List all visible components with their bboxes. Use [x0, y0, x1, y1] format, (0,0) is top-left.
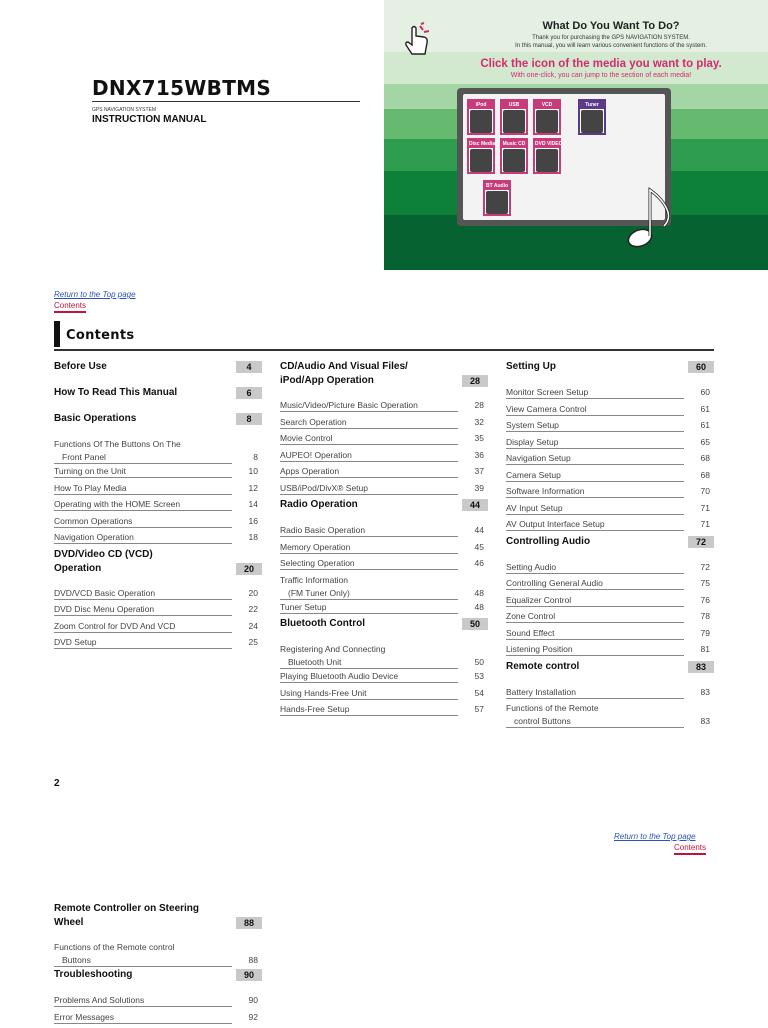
toc-page-number: 50 [474, 657, 484, 667]
toc-page-number: 16 [248, 515, 258, 526]
toc-item-title: Operating with the HOME Screen [54, 498, 232, 511]
toc-item-title: Equalizer Control [506, 594, 684, 607]
toc-item[interactable] [506, 594, 714, 607]
toc-page-number: 65 [700, 436, 710, 447]
toc-item-title: AUPEO! Operation [280, 449, 458, 462]
toc-page-number: 36 [474, 449, 484, 460]
toc-item-title: Battery Installation [506, 686, 684, 699]
toc-item-title-cont: control Buttons [506, 715, 684, 728]
toc-item-title: Movie Control [280, 432, 458, 445]
toc-page-number: 57 [474, 704, 484, 714]
toc-item-title: Software Information [506, 485, 684, 498]
toc-item[interactable] [280, 465, 488, 478]
toc-item[interactable] [280, 432, 488, 445]
toc-page-badge: 28 [462, 375, 488, 387]
toc-page-number: 54 [474, 687, 484, 698]
toc-page-number: 90 [248, 995, 258, 1005]
toc-section-title-cont: Wheel [54, 917, 84, 928]
toc-item-title: Problems And Solutions [54, 994, 232, 1007]
toc-page-badge: 44 [462, 499, 488, 511]
toc-item[interactable] [280, 687, 488, 700]
disc-icon [503, 149, 525, 172]
toc-item-title: Common Operations [54, 515, 232, 528]
toc-page-number: 88 [248, 955, 258, 965]
toc-page-number: 20 [248, 587, 258, 598]
toc-page-badge: 4 [236, 361, 262, 373]
toc-section-title: Remote control [506, 660, 580, 672]
toc-item-title-cont: Bluetooth Unit [280, 656, 458, 669]
toc-item[interactable] [280, 557, 488, 570]
disc-icon [536, 149, 558, 172]
toc-item[interactable] [54, 636, 262, 649]
toc-page-number: 83 [700, 686, 710, 697]
toc-page-number: 78 [700, 611, 710, 621]
toc-section[interactable] [280, 498, 488, 512]
media-ipod-button[interactable]: iPod [467, 99, 495, 135]
toc-item[interactable] [506, 419, 714, 432]
toc-item-title: Navigation Operation [54, 531, 232, 544]
toc-item-title-cont: Front Panel [54, 451, 232, 464]
toc-item-title: Hands-Free Setup [280, 703, 458, 716]
toc-section-title-cont: iPod/App Operation [280, 375, 374, 386]
toc-item-title-cont: (FM Tuner Only) [280, 587, 458, 600]
toc-item-title: Sound Effect [506, 627, 684, 640]
toc-item[interactable] [506, 485, 714, 498]
toc-page-number: 68 [700, 453, 710, 463]
banner-subtitle-1: Thank you for purchasing the GPS NAVIGATION SYSTEM. [532, 35, 690, 41]
media-banner [384, 0, 768, 270]
toc-page-number: 48 [474, 587, 484, 598]
toc-item-title: Playing Bluetooth Audio Device [280, 670, 458, 683]
click-media-title: Click the icon of the media you want to play. [480, 58, 722, 70]
toc-item[interactable] [54, 587, 262, 600]
toc-page-number: 61 [700, 403, 710, 414]
toc-item[interactable] [506, 436, 714, 449]
toc-page-number: 35 [474, 433, 484, 443]
toc-section[interactable] [54, 360, 262, 374]
media-music-cd-button[interactable]: Music CD [500, 138, 528, 174]
contents-link[interactable]: Contents [54, 301, 86, 313]
toc-item[interactable] [280, 601, 488, 614]
toc-item-title: Camera Setup [506, 469, 684, 482]
toc-section[interactable] [506, 535, 714, 549]
toc-page-number: 76 [700, 594, 710, 605]
toc-section[interactable] [54, 548, 262, 576]
toc-item[interactable] [506, 610, 714, 623]
toc-section-title: Setting Up [506, 361, 556, 372]
toc-page-badge: 6 [236, 387, 262, 399]
toc-item-title: Apps Operation [280, 465, 458, 478]
toc-item[interactable] [54, 1011, 262, 1024]
toc-page-number: 92 [248, 1011, 258, 1022]
toc-section[interactable] [506, 360, 714, 374]
toc-page-badge: 60 [688, 361, 714, 373]
toc-section-title: DVD/Video CD (VCD) [54, 548, 153, 560]
toc-item-title: Functions of the Remote [506, 703, 599, 713]
toc-item-title: DVD Disc Menu Operation [54, 603, 232, 616]
toc-item-title: Navigation Setup [506, 452, 684, 465]
toc-section[interactable] [54, 902, 262, 930]
title-divider [92, 101, 360, 102]
media-vcd-button[interactable]: VCD [533, 99, 561, 135]
toc-item[interactable] [506, 452, 714, 465]
toc-page-number: 45 [474, 541, 484, 552]
toc-item-title: DVD/VCD Basic Operation [54, 587, 232, 600]
toc-item-title: Controlling General Audio [506, 577, 684, 590]
toc-item[interactable] [54, 941, 262, 967]
toc-section-title: Radio Operation [280, 499, 358, 510]
toc-section-title: Basic Operations [54, 413, 137, 424]
media-disc-button[interactable]: Disc Media [467, 138, 495, 174]
toc-section-title-cont: Operation [54, 562, 102, 574]
toc-page-number: 28 [474, 400, 484, 410]
click-media-subtitle: With one-click, you can jump to the section of each media! [510, 72, 692, 79]
toc-page-number: 70 [700, 486, 710, 496]
toc-item[interactable] [54, 498, 262, 511]
return-top-link[interactable]: Return to the Top page [614, 832, 696, 841]
toc-item[interactable] [506, 643, 714, 656]
toc-page-number: 22 [248, 604, 258, 614]
toc-page-badge: 83 [688, 661, 714, 673]
toc-item[interactable] [506, 386, 714, 399]
toc-item[interactable] [280, 643, 488, 669]
toc-page-badge: 88 [236, 917, 262, 929]
toc-item[interactable] [280, 574, 488, 600]
gps-system-label: GPS NAVIGATION SYSTEM [92, 107, 156, 113]
toc-item-title: DVD Setup [54, 636, 232, 649]
toc-item[interactable] [280, 482, 488, 495]
toc-section[interactable] [54, 386, 262, 400]
toc-page-number: 32 [474, 416, 484, 427]
toc-page-badge: 72 [688, 536, 714, 548]
what-to-do-title: What Do You Want To Do? [542, 20, 680, 32]
media-dvd-video-button[interactable]: DVD VIDEO [533, 138, 561, 174]
toc-item[interactable] [506, 577, 714, 590]
toc-section-title: CD/Audio And Visual Files/ [280, 361, 408, 372]
toc-section-title: How To Read This Manual [54, 387, 178, 398]
toc-page-number: 8 [253, 452, 258, 462]
toc-item-title: System Setup [506, 419, 684, 432]
toc-item[interactable] [506, 627, 714, 640]
toc-item[interactable] [54, 994, 262, 1007]
toc-item-title: AV Input Setup [506, 502, 684, 515]
toc-item-title: Turning on the Unit [54, 465, 232, 478]
toc-section[interactable] [280, 617, 488, 631]
toc-item[interactable] [506, 403, 714, 416]
toc-section-title: Remote Controller on Steering [54, 903, 200, 914]
toc-page-number: 37 [474, 466, 484, 476]
manual-label: INSTRUCTION MANUAL [92, 114, 207, 125]
toc-section-title: Controlling Audio [506, 535, 591, 547]
antenna-icon [581, 110, 603, 133]
toc-page-number: 48 [474, 601, 484, 612]
toc-item[interactable] [280, 399, 488, 412]
toc-item[interactable] [506, 561, 714, 574]
heading-marker [54, 321, 60, 347]
contents-link[interactable]: Contents [674, 843, 706, 855]
contents-divider [54, 349, 714, 351]
toc-item-title: Search Operation [280, 416, 458, 429]
page-number: 2 [54, 778, 60, 789]
toc-item-title: Setting Audio [506, 561, 684, 574]
toc-page-number: 18 [248, 532, 258, 542]
toc-item[interactable] [280, 703, 488, 716]
toc-item[interactable] [54, 603, 262, 616]
toc-section-title: Before Use [54, 361, 107, 372]
toc-page-number: 71 [700, 519, 710, 529]
toc-item[interactable] [280, 524, 488, 537]
toc-item-title: Music/Video/Picture Basic Operation [280, 399, 458, 412]
toc-page-badge: 20 [236, 563, 262, 575]
toc-page-number: 24 [248, 620, 258, 631]
toc-item[interactable] [506, 502, 714, 515]
usb-icon [503, 110, 525, 133]
toc-item-title: Using Hands-Free Unit [280, 687, 458, 700]
media-tuner-button[interactable]: Tuner [578, 99, 606, 135]
toc-page-number: 12 [248, 482, 258, 493]
toc-item-title: How To Play Media [54, 482, 232, 495]
toc-item[interactable] [54, 515, 262, 528]
toc-item[interactable] [54, 438, 262, 464]
toc-item[interactable] [54, 531, 262, 544]
toc-item-title: Zoom Control for DVD And VCD [54, 620, 232, 633]
model-title: DNX715WBTMS [92, 76, 272, 100]
toc-section-title: Troubleshooting [54, 969, 133, 980]
toc-item[interactable] [280, 416, 488, 429]
music-note-icon [624, 186, 684, 252]
ipod-icon [470, 110, 492, 133]
toc-item-title: View Camera Control [506, 403, 684, 416]
toc-item-title: AV Output Interface Setup [506, 518, 684, 531]
toc-section[interactable] [506, 660, 714, 674]
toc-item-title: Radio Basic Operation [280, 524, 458, 537]
toc-page-number: 71 [700, 502, 710, 513]
toc-item-title: Display Setup [506, 436, 684, 449]
toc-item-title: Registering And Connecting [280, 644, 386, 654]
toc-page-number: 60 [700, 387, 710, 397]
media-bt-audio-button[interactable]: BT Audio [483, 180, 511, 216]
toc-item[interactable] [506, 686, 714, 699]
toc-item[interactable] [506, 702, 714, 728]
toc-item[interactable] [54, 465, 262, 478]
toc-item-title: USB/iPod/DivX® Setup [280, 482, 458, 495]
contents-heading: Contents [66, 328, 135, 343]
toc-page-number: 83 [700, 716, 710, 726]
media-usb-button[interactable]: USB [500, 99, 528, 135]
toc-page-number: 46 [474, 558, 484, 568]
toc-item-title: Listening Position [506, 643, 684, 656]
toc-item-title: Error Messages [54, 1011, 232, 1024]
toc-item-title: Traffic Information [280, 574, 349, 585]
toc-item-title: Zone Control [506, 610, 684, 623]
bluetooth-phone-icon [486, 191, 508, 214]
toc-page-number: 39 [474, 482, 484, 493]
toc-page-number: 25 [248, 637, 258, 647]
toc-item-title: Selecting Operation [280, 557, 458, 570]
toc-item[interactable] [280, 541, 488, 554]
toc-page-number: 75 [700, 578, 710, 588]
toc-item[interactable] [54, 482, 262, 495]
toc-item[interactable] [280, 670, 488, 683]
toc-item-title: Memory Operation [280, 541, 458, 554]
toc-item-title: Monitor Screen Setup [506, 386, 684, 399]
toc-item[interactable] [54, 620, 262, 633]
toc-page-number: 72 [700, 561, 710, 572]
toc-item[interactable] [506, 469, 714, 482]
toc-page-number: 14 [248, 499, 258, 509]
toc-item-title: Functions of the Remote control [54, 942, 175, 952]
disc-icon [470, 149, 492, 172]
toc-page-number: 68 [700, 469, 710, 480]
toc-item-title-cont: Buttons [54, 954, 232, 967]
toc-item-title: Tuner Setup [280, 601, 458, 614]
toc-item[interactable] [280, 449, 488, 462]
toc-page-number: 81 [700, 644, 710, 654]
toc-section-title: Bluetooth Control [280, 618, 365, 629]
disc-icon [536, 110, 558, 133]
toc-section[interactable] [54, 412, 262, 426]
toc-page-number: 53 [474, 671, 484, 681]
toc-page-badge: 90 [236, 969, 262, 981]
toc-item-title: Functions Of The Buttons On The [54, 439, 181, 449]
toc-page-number: 10 [248, 466, 258, 476]
banner-subtitle-2: In this manual, you will learn various convenient functions of the system. [515, 43, 707, 49]
toc-page-number: 79 [700, 627, 710, 638]
return-top-link[interactable]: Return to the Top page [54, 290, 136, 299]
toc-section[interactable] [54, 968, 262, 982]
toc-page-number: 61 [700, 420, 710, 430]
toc-item[interactable] [506, 518, 714, 531]
toc-page-badge: 50 [462, 618, 488, 630]
toc-section[interactable] [280, 360, 488, 388]
toc-page-number: 44 [474, 525, 484, 535]
toc-page-badge: 8 [236, 413, 262, 425]
